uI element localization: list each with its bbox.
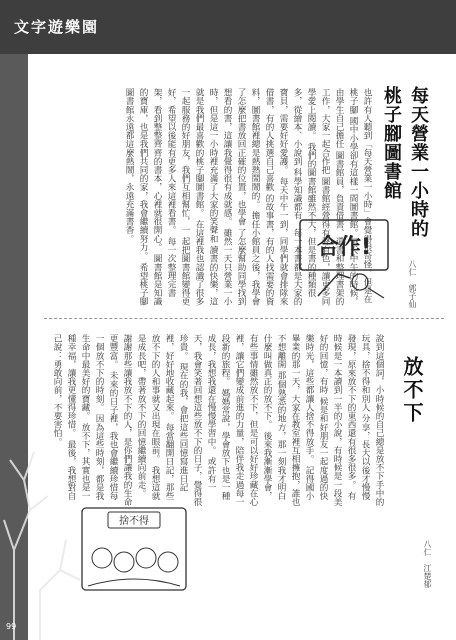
article2-column: 記得國小畢業的那一天，大家在教室裡互相擁抱，誰也不想離開 bbox=[276, 334, 314, 506]
article2-title: 放不下 bbox=[400, 356, 424, 425]
section-banner bbox=[0, 0, 456, 54]
article1-column: 擔任小館員之後，我學會了怎麼把書放回正確的位置，也學會 bbox=[236, 88, 260, 306]
article1-author: 八仁 郭子仙 bbox=[408, 260, 417, 308]
article2-author: 八仁 江楚郁 bbox=[423, 540, 432, 588]
article1-column: 的故事書，有的人找需要的資料，圖書館裡總是熱熱鬧鬧的。 bbox=[250, 88, 274, 306]
page-number: 99 bbox=[6, 622, 17, 631]
article1-column: 我們的圖書館雖然不大，但是書的種類很多，從繪本、小說到 bbox=[292, 88, 316, 298]
article1-column: 了怎麼幫助同學找到想看的書，這讓我覺得很有成就感。 bbox=[222, 88, 246, 306]
article2-column: 分享，長大以後才慢慢發現，原來放不下的東西還有很多很多。 bbox=[346, 334, 370, 501]
article2-illustration-text: 捨不得 bbox=[119, 516, 149, 527]
article2-column: 謝謝那些讓我放不下的人，是你們讓我的生命更豐富。 bbox=[108, 334, 132, 506]
article2-column: 每當翻開日記，那些放不下的人和事就又出現在眼前。 bbox=[150, 334, 174, 501]
section-title: 文字遊樂園 bbox=[14, 18, 100, 36]
article2-column: 放不下，其實也是一種幸福，讓我更懂得珍惜。 bbox=[66, 334, 90, 501]
article1-column: 圖書館經營得有聲有色，讓更多同學愛上閱讀。 bbox=[306, 88, 330, 306]
article2-column: 說到這個詞，小時候的自己總是放不下手中的玩具，捨不得和別人 bbox=[360, 334, 384, 506]
article2-column: 未來的日子裡，我也會繼續珍惜每一個放不下的時刻。 bbox=[94, 334, 118, 501]
article1-column: 每一次整理完書架，看到整整齊齊的書本，心裡就很開心。 bbox=[152, 88, 176, 298]
article2-body bbox=[52, 334, 386, 506]
article1-column: 希望桃子腳圖書館永遠都這麼熱鬧，永遠充滿書香。 bbox=[124, 88, 148, 306]
article-divider bbox=[44, 318, 444, 319]
article2-column: 媽媽常說，學會放下也是一種成長，我想我還在慢慢學習中。 bbox=[206, 334, 230, 501]
article1-title-line1: 每天營業一小時的 bbox=[408, 86, 429, 238]
article1-illustration-text: 合作! bbox=[316, 235, 372, 260]
article1-column: 起把圖書館變得更好，希望以後能有更多人來這裡看書。 bbox=[166, 88, 190, 306]
article2-column: 那個熟悉的地方，那一刻我才明白什麼叫做真正的放不下。 bbox=[262, 334, 286, 501]
article2-column: 候是和好朋友一起度過的快樂時光，這些都讓人捨不得放手。 bbox=[304, 334, 328, 501]
article1-column: 讀書的快樂，這就是我們最喜歡的桃子腳圖書館。 bbox=[194, 88, 218, 306]
article2-column: 我想這就是成長吧，帶著放不下的回憶繼續向前走。 bbox=[136, 334, 160, 501]
article1-column: 也許有人聽到「每天營業一小時」會覺得很奇怪，但是在桃子腳 bbox=[348, 88, 372, 303]
article1-body bbox=[54, 88, 374, 308]
article2-column: 因為這些時刻，都是我生命中最美好的寶藏。 bbox=[80, 334, 104, 501]
article1-title-line2: 桃子腳圖書館 bbox=[381, 86, 402, 200]
article1-column: 圖書館員，負責借書、還書和整理書架的工作，大家一起合作把 bbox=[320, 88, 344, 306]
article2-column: 後來我漸漸學會，有些事情雖然放不下，但是可以好好珍藏在心 bbox=[248, 334, 272, 506]
article2-body-tail bbox=[44, 510, 194, 596]
article2-column: 裡，讓它們變成前進的力量，陪伴我走過每一段新的旅程。 bbox=[220, 334, 244, 506]
article1-column: 雖然一天只營業一小時，但是這一小時裡充滿了大家的笑聲和 bbox=[208, 88, 232, 306]
article1-column: 在這裡我也認識了很多一起服務的好朋友，我們互相幫忙，一 bbox=[180, 88, 204, 306]
article1-column: 國中小學卻有這樣一間圖書館。每天中午的時候，由學生自己擔任 bbox=[334, 88, 358, 306]
article2-column: 有時候是一本讀到一半的小說，有時候是一段美好的回憶，有時 bbox=[318, 334, 356, 506]
article1-column: 每天中午一到，同學們就會排隊來借書，有的人挑選自己喜歡 bbox=[264, 88, 288, 306]
article2-column: 最後，我想對自己說：勇敢向前，不要害怕。 bbox=[52, 334, 76, 501]
article2-column: 或許有一天，我會笑著回想這些放不下的日子，覺得很珍貴。 bbox=[178, 334, 216, 506]
article1-column: 圖書館是知識的寶庫，也是我們共同的家，我會繼續努力。 bbox=[138, 88, 162, 306]
article1-column: 科學知識都有，每一本書都是大家的寶貝，需要好好愛護。 bbox=[278, 88, 302, 306]
article2-column: 現在的我，會把這些回憶寫進日記裡，好好地收藏起來。 bbox=[164, 334, 188, 492]
